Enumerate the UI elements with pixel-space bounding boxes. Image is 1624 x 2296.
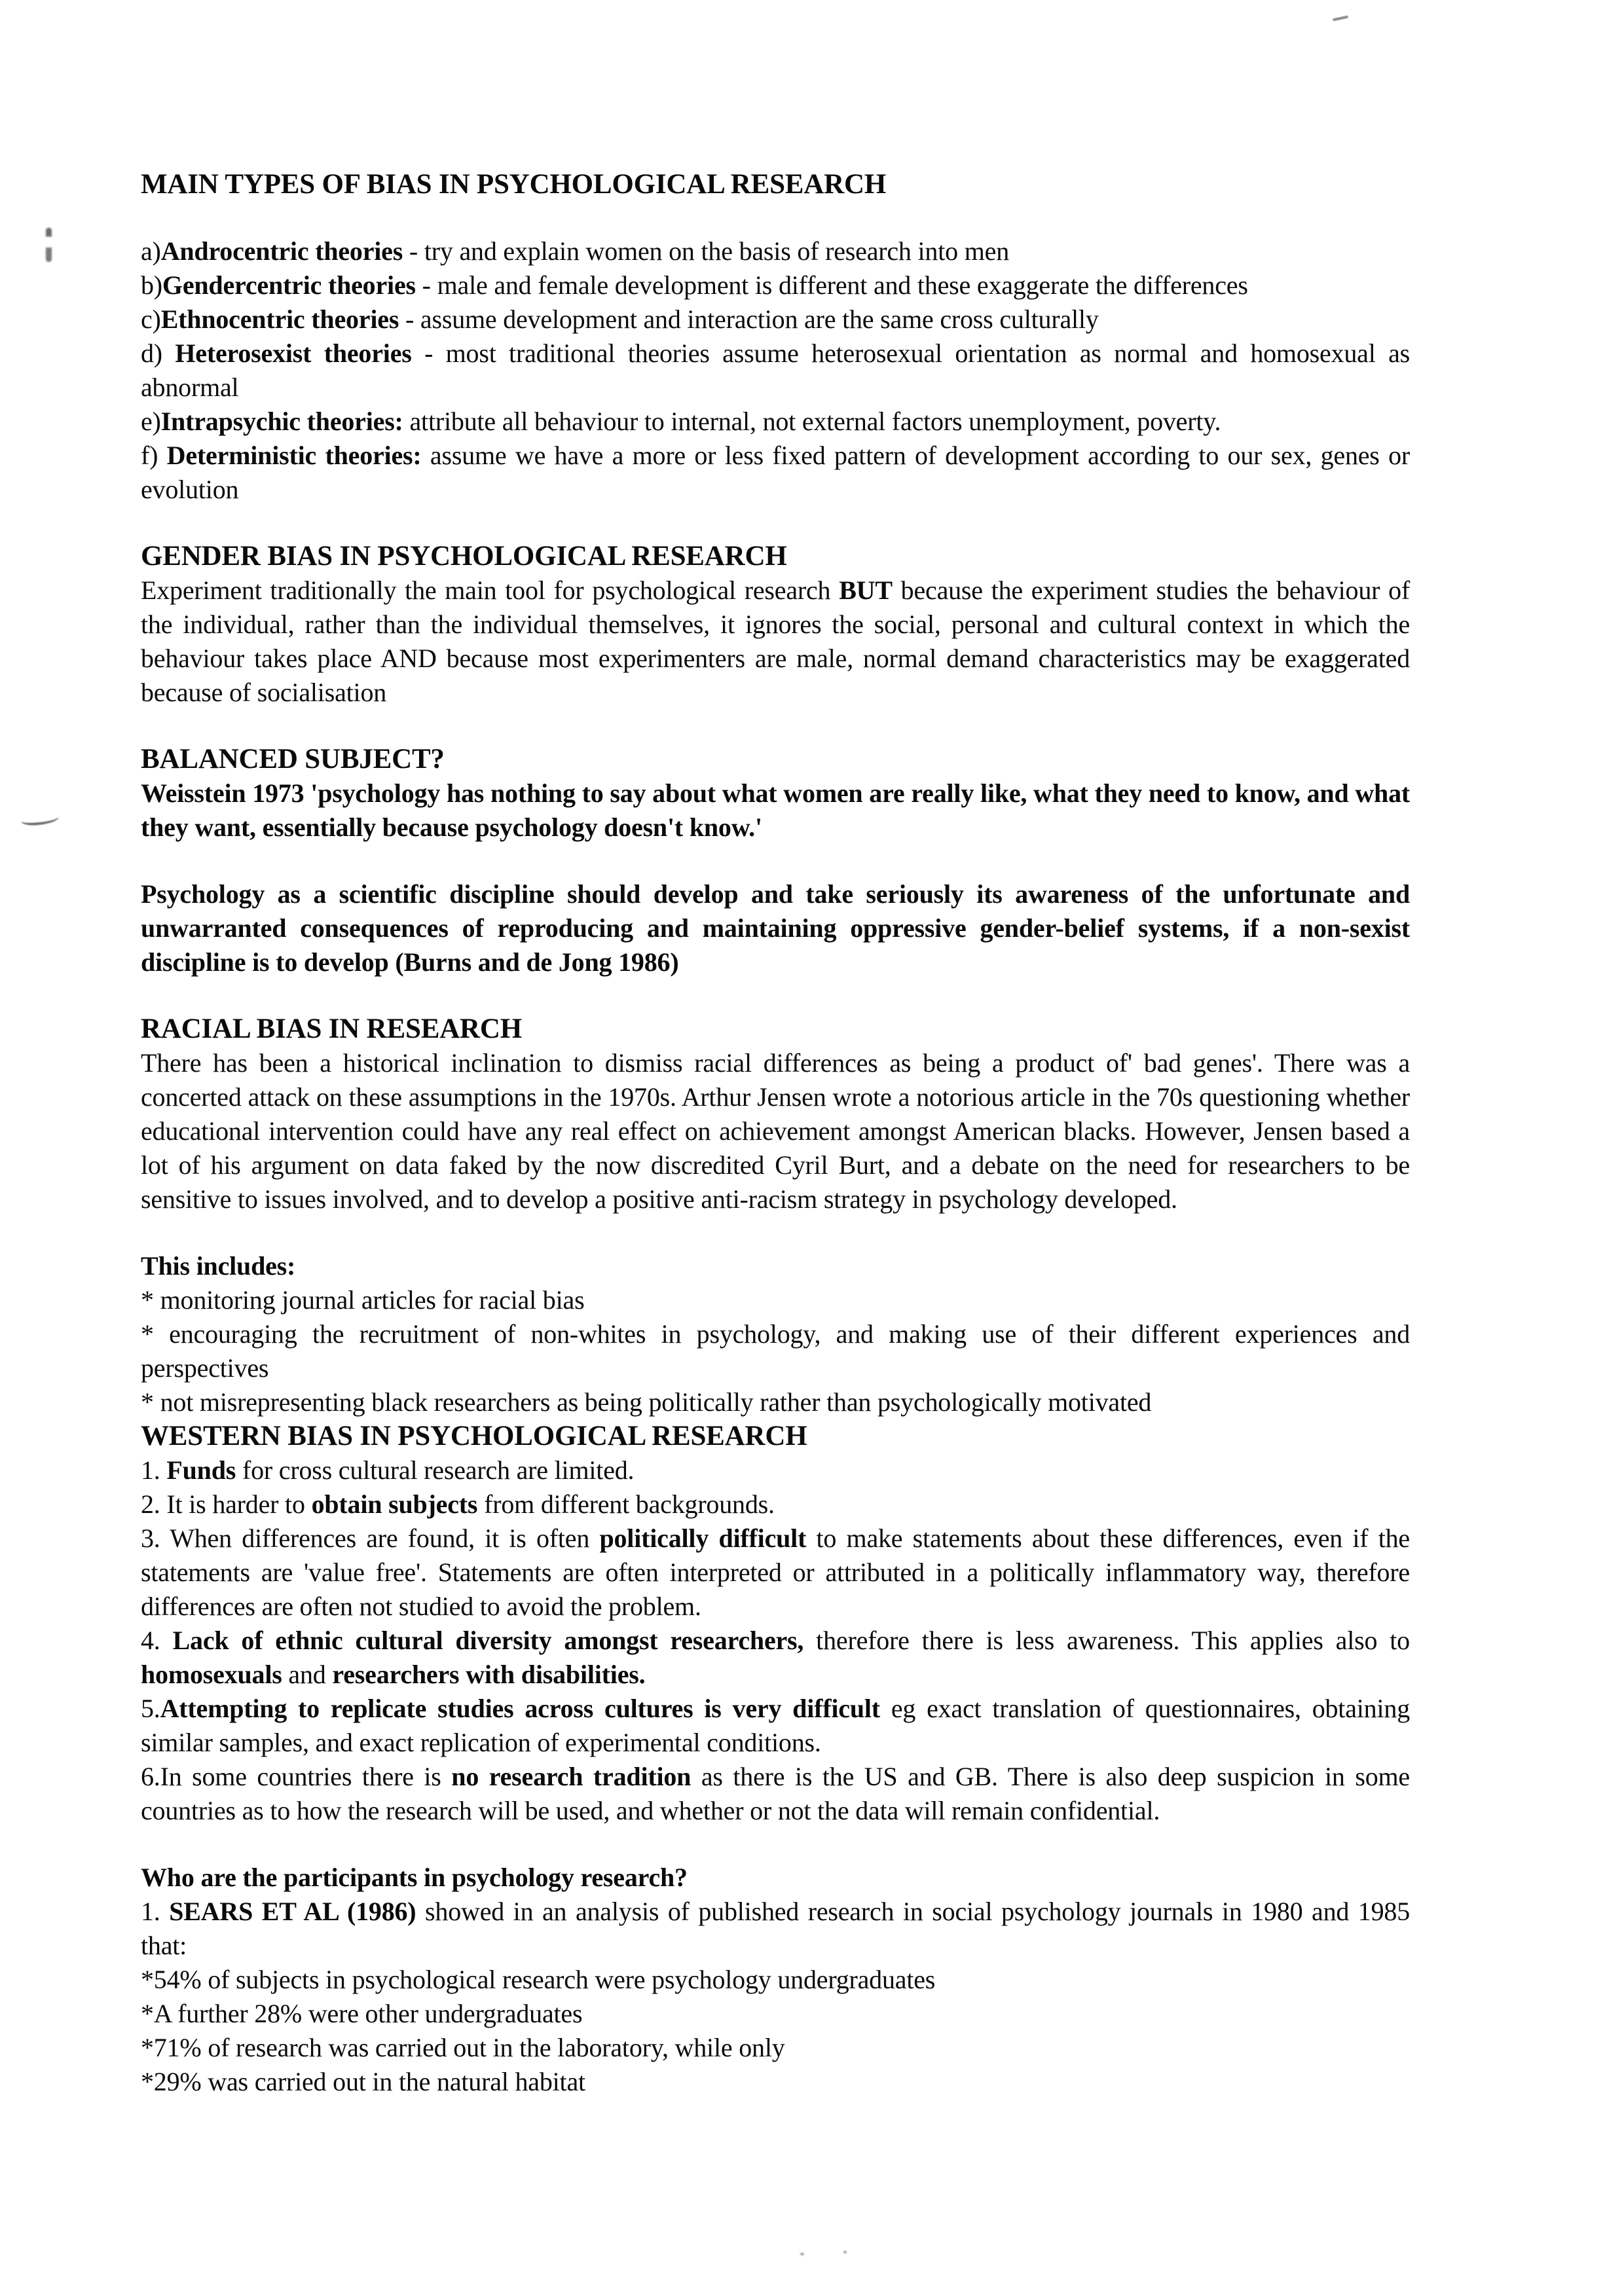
- text-run: BUT: [839, 575, 893, 605]
- text-run: - male and female development is different and these exaggerate the differences: [415, 270, 1248, 300]
- margin-smudge-icon: [46, 228, 52, 262]
- text-run: 6.In some countries there is: [141, 1762, 452, 1791]
- paragraph: [141, 574, 1410, 710]
- text-run: Weisstein 1973 'psychology has nothing to say about what women are really like, what they need to know, and what they want, essentially because psychology doesn't know.': [141, 778, 1410, 842]
- margin-pen-dash-icon: [20, 812, 59, 826]
- text-run: * encouraging the recruitment of non-whites in psychology, and making use of their different experiences and perspectives: [141, 1319, 1410, 1383]
- text-run: Experiment traditionally the main tool for psychological research: [141, 575, 840, 605]
- text-run: a): [141, 236, 161, 266]
- text-run: This includes:: [141, 1251, 296, 1281]
- paragraph: [141, 1283, 1410, 1317]
- text-run: WESTERN BIAS IN PSYCHOLOGICAL RESEARCH: [141, 1421, 807, 1451]
- text-run: Funds: [166, 1455, 236, 1485]
- text-run: and: [282, 1660, 333, 1689]
- text-run: * not misrepresenting black researchers as being politically rather than psychologically motivated: [141, 1387, 1152, 1417]
- section-heading: [141, 168, 1410, 202]
- text-run: Heterosexist theories: [175, 338, 412, 368]
- text-run: no research tradition: [451, 1762, 692, 1791]
- text-run: 1.: [141, 1897, 170, 1926]
- text-run: - most traditional theories assume heterosexual orientation as normal and homosexual as abnormal: [141, 338, 1410, 402]
- text-run: Lack of ethnic cultural diversity amongst researchers,: [172, 1626, 804, 1655]
- paragraph: [141, 1997, 1410, 2031]
- text-run: - try and explain women on the basis of research into men: [403, 236, 1010, 266]
- text-run: because the experiment studies the behaviour of the individual, rather than the individual themselves, it ignores the social, personal and cultural context in which the behaviour takes place AND because most experimenters are male, normal demand characteristics may be exaggerated because of socialisation: [141, 575, 1411, 707]
- text-run: b): [141, 270, 162, 300]
- text-run: d): [141, 338, 175, 368]
- text-run: obtain subjects: [311, 1489, 478, 1519]
- paragraph: [141, 776, 1410, 845]
- text-run: therefore there is less awareness. This applies also to: [803, 1626, 1410, 1655]
- text-run: - assume development and interaction are the same cross culturally: [399, 304, 1099, 334]
- paragraph: [141, 439, 1410, 507]
- text-run: Deterministic theories:: [166, 441, 422, 470]
- text-run: to make statements about these differences, even if the statements are 'value free'. Statements are often interpreted or attributed in a politically inflammatory way, therefore differences are often not studied to avoid the problem.: [141, 1523, 1410, 1621]
- text-run: eg exact translation of questionnaires, obtaining similar samples, and exact replication of experimental conditions.: [141, 1694, 1410, 1757]
- paragraph: [141, 1317, 1410, 1385]
- pen-mark-icon: [1333, 16, 1348, 22]
- section-heading: [141, 539, 1410, 574]
- paragraph: [141, 2031, 1410, 2065]
- text-run: attribute all behaviour to internal, not external factors unemployment, poverty.: [403, 407, 1221, 436]
- text-run: *29% was carried out in the natural habitat: [141, 2067, 585, 2096]
- text-run: Who are the participants in psychology research?: [141, 1863, 688, 1892]
- text-run: 4.: [141, 1626, 173, 1655]
- section-heading: [141, 1419, 1410, 1453]
- text-run: Psychology as a scientific discipline should develop and take seriously its awareness of the unfortunate and unwarranted consequences of reproducing and maintaining oppressive gender-belief systems, if a non-sexist discipline is to develop (Burns and de Jong 1986): [141, 879, 1410, 977]
- paragraph: [141, 1692, 1410, 1760]
- text-run: 1.: [141, 1455, 167, 1485]
- text-run: from different backgrounds.: [477, 1489, 775, 1519]
- text-run: homosexuals: [141, 1660, 282, 1689]
- text-run: Intrapsychic theories:: [160, 407, 403, 436]
- paragraph: [141, 1046, 1410, 1216]
- text-run: BALANCED SUBJECT?: [141, 744, 445, 774]
- paragraph: [141, 2065, 1410, 2099]
- text-run: * monitoring journal articles for racial bias: [141, 1285, 585, 1315]
- text-run: as there is the US and GB. There is also deep suspicion in some countries as to how the research will be used, and whether or not the data will remain confidential.: [141, 1762, 1410, 1825]
- text-run: 2. It is harder to: [141, 1489, 312, 1519]
- text-run: e): [141, 407, 161, 436]
- paper-speck-icon: [843, 2251, 847, 2253]
- text-run: *71% of research was carried out in the laboratory, while only: [141, 2033, 785, 2062]
- paragraph: [141, 1861, 1410, 1895]
- text-run: *A further 28% were other undergraduates: [141, 1999, 583, 2028]
- document-content: [141, 168, 1410, 2099]
- text-run: researchers with disabilities.: [332, 1660, 646, 1689]
- paragraph: [141, 1522, 1410, 1624]
- paragraph: [141, 877, 1410, 979]
- text-run: Attempting to replicate studies across cultures is very difficult: [160, 1694, 880, 1723]
- paragraph: [141, 302, 1410, 337]
- paragraph: [141, 1453, 1410, 1487]
- paragraph: [141, 405, 1410, 439]
- paragraph: [141, 1895, 1410, 1963]
- text-run: Gendercentric theories: [162, 270, 416, 300]
- section-heading: [141, 1012, 1410, 1046]
- text-run: Ethnocentric theories: [160, 304, 399, 334]
- text-run: 3. When differences are found, it is often: [141, 1523, 600, 1553]
- text-run: Androcentric theories: [160, 236, 403, 266]
- text-run: MAIN TYPES OF BIAS IN PSYCHOLOGICAL RESEARCH: [141, 169, 887, 200]
- text-run: *54% of subjects in psychological research were psychology undergraduates: [141, 1965, 936, 1994]
- paragraph: [141, 1624, 1410, 1692]
- section-heading: [141, 742, 1410, 776]
- text-run: 5.: [141, 1694, 160, 1723]
- text-run: There has been a historical inclination to dismiss racial differences as being a product of' bad genes'. There was a concerted attack on these assumptions in the 1970s. Arthur Jensen wrote a notorious article in the 70s questioning whether educational intervention could have any real effect on achievement amongst American blacks. However, Jensen based a lot of his argument on data faked by the now discredited Cyril Burt, and a debate on the need for researchers to be sensitive to issues involved, and to develop a positive anti-racism strategy in psychology developed.: [141, 1048, 1410, 1214]
- text-run: c): [141, 304, 161, 334]
- paper-speck-icon: [800, 2253, 804, 2255]
- text-run: SEARS ET AL (1986): [169, 1897, 416, 1926]
- text-run: showed in an analysis of published research in social psychology journals in 1980 and 1985 that:: [141, 1897, 1411, 1960]
- paragraph: [141, 234, 1410, 268]
- paragraph: [141, 1487, 1410, 1522]
- paragraph: [141, 337, 1410, 405]
- text-run: politically difficult: [599, 1523, 807, 1553]
- text-run: RACIAL BIAS IN RESEARCH: [141, 1013, 523, 1044]
- text-run: for cross cultural research are limited.: [236, 1455, 635, 1485]
- text-run: assume we have a more or less fixed pattern of development according to our sex, genes or evolution: [141, 441, 1410, 504]
- text-run: GENDER BIAS IN PSYCHOLOGICAL RESEARCH: [141, 541, 787, 572]
- paragraph: [141, 1760, 1410, 1828]
- text-run: f): [141, 441, 167, 470]
- paragraph: [141, 1963, 1410, 1997]
- paragraph: [141, 1249, 1410, 1283]
- paragraph: [141, 268, 1410, 302]
- paragraph: [141, 1385, 1410, 1419]
